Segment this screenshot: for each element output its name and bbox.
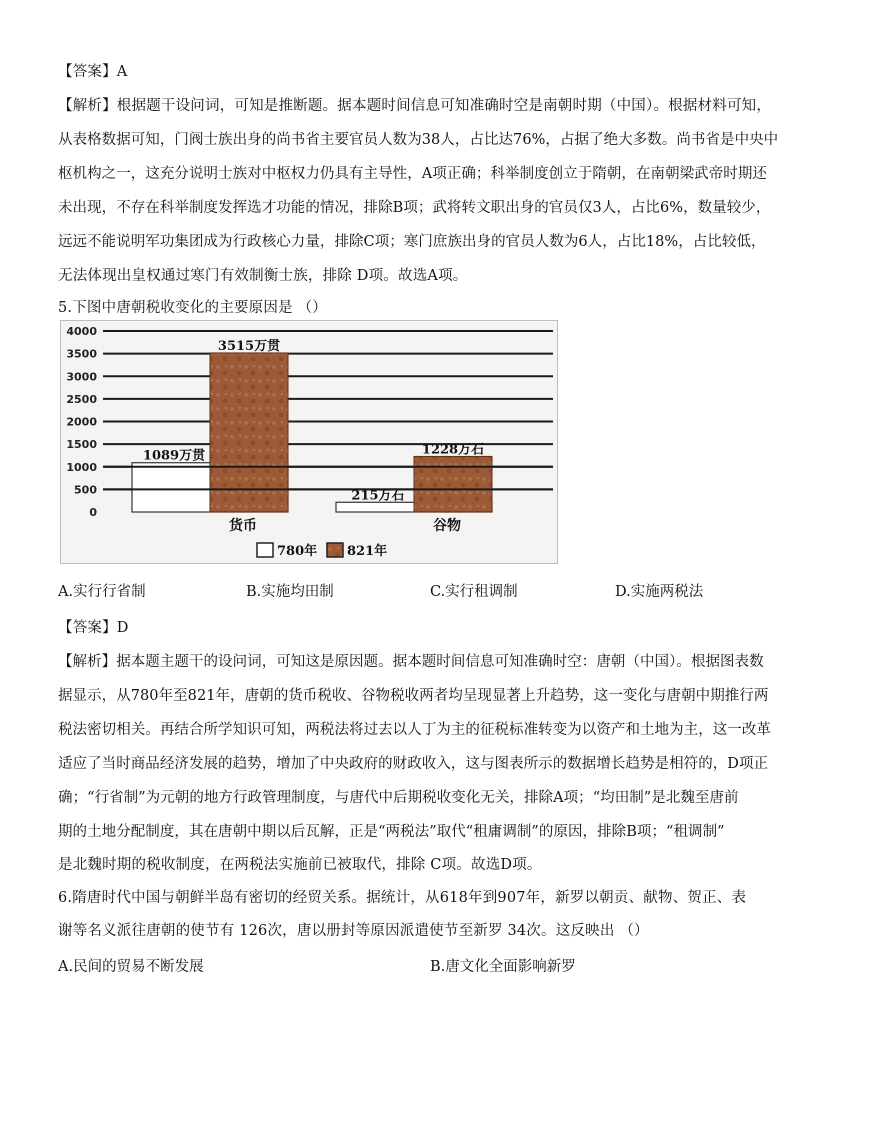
q4-analysis-line-3: 枢机构之一，这充分说明士族对中枢权力仍具有主导性，A项正确；科举制度创立于隋朝，在南朝梁武帝时期还 (58, 166, 767, 182)
legend-swatch-780 (257, 543, 273, 557)
q5-analysis-line-3: 税法密切相关。再结合所学知识可知，两税法将过去以人丁为主的征税标准转变为以资产和土地为主，这一改革 (58, 722, 771, 738)
q5-stem: 5.下图中唐朝税收变化的主要原因是 （） (58, 300, 327, 316)
y-tick-label: 1500 (66, 438, 97, 452)
y-tick-label: 2000 (66, 415, 97, 429)
data-label-821: 1228万石 (421, 442, 485, 458)
data-label-780: 215万石 (351, 488, 405, 504)
q4-answer: 【答案】A (58, 64, 128, 80)
legend-swatch-821 (327, 543, 343, 557)
y-tick-label: 3000 (66, 370, 97, 384)
x-category-label: 货币 (229, 518, 257, 534)
q5-analysis-line-1: 【解析】据本题主题干的设问词，可知这是原因题。据本题时间信息可知准确时空：唐朝（中国）。根据图表数 (58, 654, 764, 670)
q5-answer: 【答案】D (58, 620, 129, 636)
x-category-label: 谷物 (433, 518, 461, 534)
q5-option-d[interactable]: D.实施两税法 (615, 584, 704, 600)
tax-chart (60, 320, 558, 564)
q5-analysis-line-6: 期的土地分配制度，其在唐朝中期以后瓦解，正是“两税法”取代“租庸调制”的原因，排除B项；“租调制” (58, 824, 725, 840)
y-tick-label: 1000 (66, 460, 97, 474)
y-tick-label: 500 (74, 483, 97, 497)
q6-option-b[interactable]: B.唐文化全面影响新罗 (430, 959, 576, 975)
q5-analysis-line-2: 据显示，从780年至821年，唐朝的货币税收、谷物税收两者均呈现显著上升趋势，这一变化与唐朝中期推行两 (58, 688, 769, 704)
q4-analysis-line-4: 未出现，不存在科举制度发挥选才功能的情况，排除B项；武将转文职出身的官员仅3人，占比6%，数量较少， (58, 200, 771, 216)
q5-option-c[interactable]: C.实行租调制 (430, 584, 518, 600)
y-tick-label: 0 (89, 506, 97, 519)
q5-analysis-line-7: 是北魏时期的税收制度，在两税法实施前已被取代，排除 C项。故选D项。 (58, 857, 542, 873)
q5-analysis-line-4: 适应了当时商品经济发展的趋势，增加了中央政府的财政收入，这与图表所示的数据增长趋势是相符的，D项正 (58, 756, 769, 772)
y-tick-label: 2500 (66, 392, 97, 406)
q4-analysis-line-5: 远远不能说明军功集团成为行政核心力量，排除C项；寒门庶族出身的官员人数为6人，占比18%，占比较低， (58, 234, 766, 250)
q4-analysis-line-1: 【解析】根据题干设问词，可知是推断题。据本题时间信息可知准确时空是南朝时期（中国）。根据材料可知， (58, 98, 772, 114)
legend-label-780: 780年 (277, 544, 318, 559)
q6-stem-line-1: 6.隋唐时代中国与朝鲜半岛有密切的经贸关系。据统计，从618年到907年，新罗以朝贡、献物、贺正、表 (58, 890, 747, 906)
q6-option-a[interactable]: A.民间的贸易不断发展 (58, 959, 204, 975)
q5-option-a[interactable]: A.实行行省制 (58, 584, 146, 600)
bar-821-1 (414, 456, 492, 512)
q5-analysis-line-5: 确；“行省制”为元朝的地方行政管理制度，与唐代中后期税收变化无关，排除A项；“均田制”是北魏至唐前 (58, 790, 739, 806)
tax-chart-svg (61, 321, 557, 563)
y-tick-label: 3500 (66, 347, 97, 361)
y-tick-label: 4000 (66, 325, 97, 338)
data-label-780: 1089万贯 (142, 448, 206, 464)
q4-analysis-line-2: 从表格数据可知，门阀士族出身的尚书省主要官员人数为38人，占比达76%，占据了绝大多数。尚书省是中央中 (58, 132, 779, 148)
q5-option-b[interactable]: B.实施均田制 (246, 584, 334, 600)
q4-analysis-line-6: 无法体现出皇权通过寒门有效制衡士族，排除 D项。故选A项。 (58, 268, 468, 284)
legend-label-821: 821年 (347, 544, 388, 559)
bar-821-0 (210, 353, 288, 512)
q6-stem-line-2: 谢等名义派往唐朝的使节有 126次，唐以册封等原因派遣使节至新罗 34次。这反映出 （） (58, 923, 649, 939)
data-label-821: 3515万贯 (217, 338, 281, 354)
